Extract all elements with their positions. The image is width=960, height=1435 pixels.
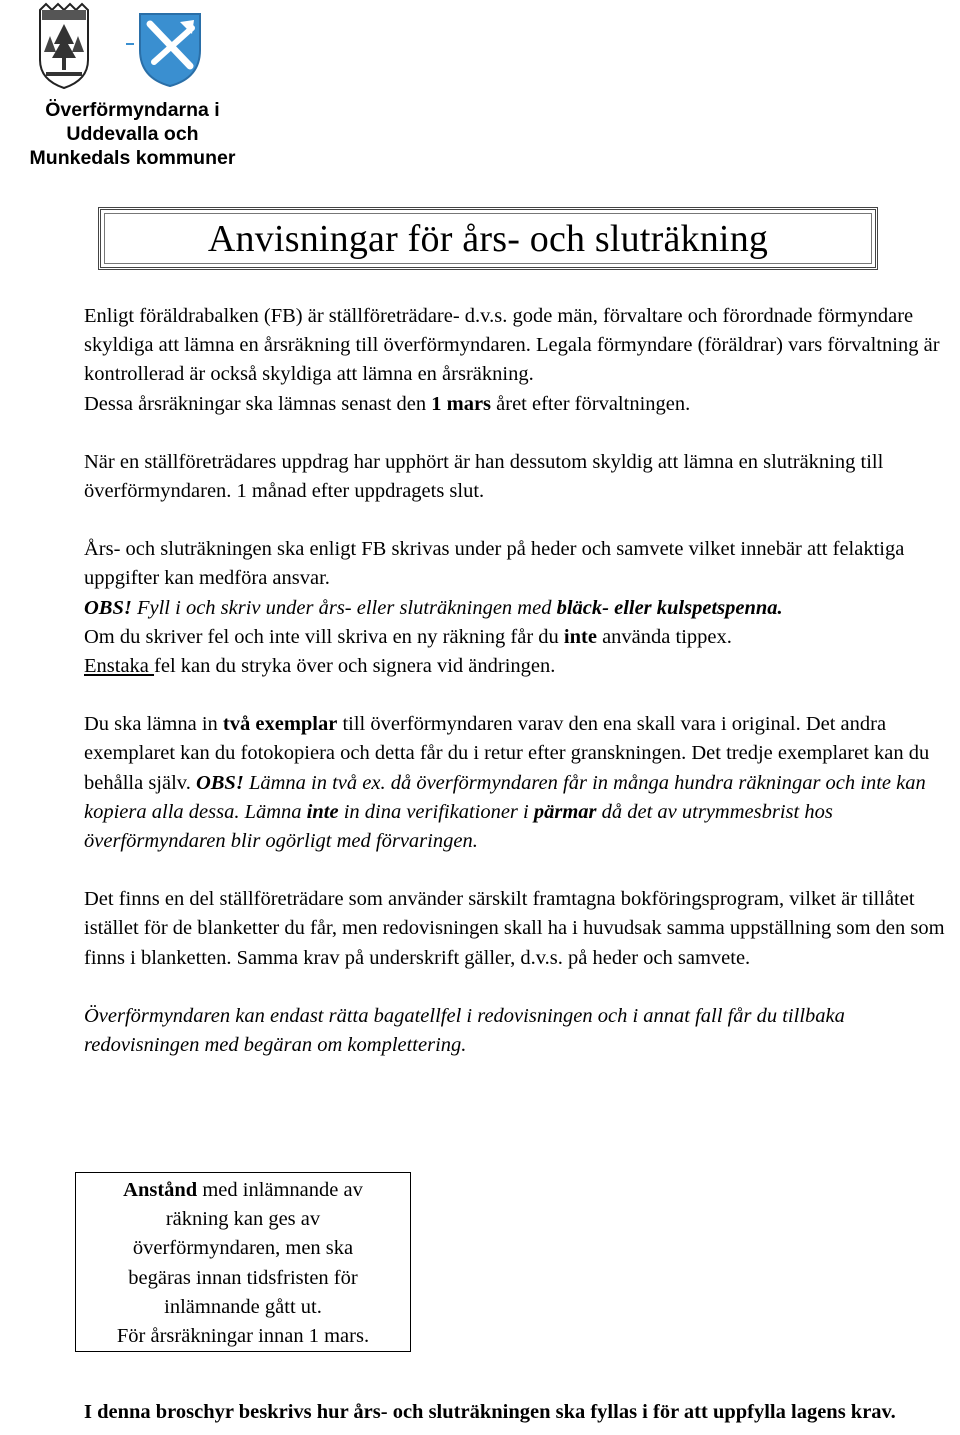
deferral-note bbox=[75, 1172, 411, 1352]
copies-text: Du ska lämna in bbox=[84, 713, 223, 736]
paragraph-copies bbox=[84, 710, 956, 856]
copies-not: inte bbox=[306, 800, 339, 823]
tippex-text: Om du skriver fel och inte vill skriva en ny räkning får du bbox=[84, 625, 564, 648]
obs-label: OBS! bbox=[84, 596, 132, 619]
org-line-2: Uddevalla och bbox=[66, 123, 199, 145]
tippex-text-end: använda tippex. bbox=[596, 625, 732, 648]
obs-pen: bläck- eller kulspetspenna. bbox=[556, 596, 783, 619]
paragraph-software: Det finns en del ställföreträdare som använder särskilt framtagna bokföringsprogram, vilket är tillåtet istället för de blanketter du får, men redovisningen skall ha i huvudsak samma uppställning som den som finns i blanketten. Samma krav på underskrift gäller, d.v.s. på heder och samvete. bbox=[84, 888, 945, 969]
obs-text: Fyll i och skriv under års- eller sluträkningen med bbox=[131, 596, 557, 619]
note-line-3: överförmyndaren, men ska bbox=[132, 1237, 354, 1260]
paragraph-corrections: Överförmyndaren kan endast rätta bagatellfel i redovisningen och i annat fall får du tillbaka redovisningen med begäran om komplettering. bbox=[84, 1004, 845, 1057]
deadline-date: 1 mars bbox=[431, 392, 492, 415]
deadline-text: Dessa årsräkningar ska lämnas senast den bbox=[84, 392, 432, 415]
intro-text: Enligt föräldrabalken (FB) är ställföreträdare- d.v.s. gode män, förvaltare och förordnade förmyndare skyldiga att lämna en årsräkning till överförmyndaren. Legala förmyndare (föräldrar) vars förvaltning är kontrollerad är också skyldiga att lämna en årsräkning. bbox=[84, 305, 940, 386]
document-body bbox=[84, 302, 956, 1060]
munkedal-coat-of-arms-icon bbox=[126, 14, 200, 86]
note-line-6: För årsräkningar innan 1 mars. bbox=[116, 1325, 370, 1348]
single-errors: Enstaka bbox=[84, 655, 155, 678]
footer-summary: I denna broschyr beskrivs hur års- och sluträkningen ska fyllas i för att uppfylla lagens krav. bbox=[84, 1400, 896, 1423]
note-line-2: räkning kan ges av bbox=[165, 1208, 321, 1231]
note-line-1: med inlämnande av bbox=[197, 1179, 363, 1201]
copies-italic-1: Lämna in två ex. då överförmyndaren får in många hundra räkningar och inte kan kopiera alla dessa. Lämna bbox=[84, 771, 926, 823]
copies-italic-2: in dina verifikationer i bbox=[338, 800, 534, 823]
copies-italic-3: då det av utrymmesbrist hos överförmyndaren blir ogörligt med förvaringen. bbox=[84, 800, 833, 853]
deadline-text-end: året efter förvaltningen. bbox=[491, 392, 691, 415]
copies-binders: pärmar bbox=[533, 800, 597, 823]
page-title: Anvisningar för års- och sluträkning bbox=[207, 217, 769, 260]
note-line-4: begäras innan tidsfristen för bbox=[128, 1266, 358, 1289]
copies-text-mid: till överförmyndaren varav den ena skall vara i original. Det andra exemplaret kan du fotokopiera och detta får du i retur efter granskningen. Det tredje exemplaret kan du behålla själv. bbox=[84, 713, 930, 794]
correction-text: fel kan du stryka över och signera vid ändringen. bbox=[154, 655, 556, 678]
note-line-5: inlämnande gått ut. bbox=[164, 1295, 322, 1318]
organization-name bbox=[10, 98, 255, 170]
org-line-3: Munkedals kommuner bbox=[29, 147, 236, 169]
org-line-1: Överförmyndarna i bbox=[45, 99, 220, 121]
obs-label-2: OBS! bbox=[195, 771, 244, 794]
deferral-label: Anstånd bbox=[123, 1179, 198, 1201]
paragraph-signature bbox=[84, 535, 956, 681]
paragraph-intro bbox=[84, 302, 956, 419]
paragraph-final-account: När en ställföreträdares uppdrag har upphört är han dessutom skyldig att lämna en sluträkning till överförmyndaren. 1 månad efter uppdragets slut. bbox=[84, 450, 884, 503]
title-box bbox=[98, 207, 878, 270]
tippex-not: inte bbox=[563, 625, 597, 648]
uddevalla-coat-of-arms-icon bbox=[40, 4, 88, 88]
two-copies: två exemplar bbox=[222, 713, 338, 736]
header-logos bbox=[32, 0, 212, 90]
signature-text: Års- och sluträkningen ska enligt FB skrivas under på heder och samvete vilket innebär att felaktiga uppgifter kan medföra ansvar. bbox=[84, 538, 905, 590]
